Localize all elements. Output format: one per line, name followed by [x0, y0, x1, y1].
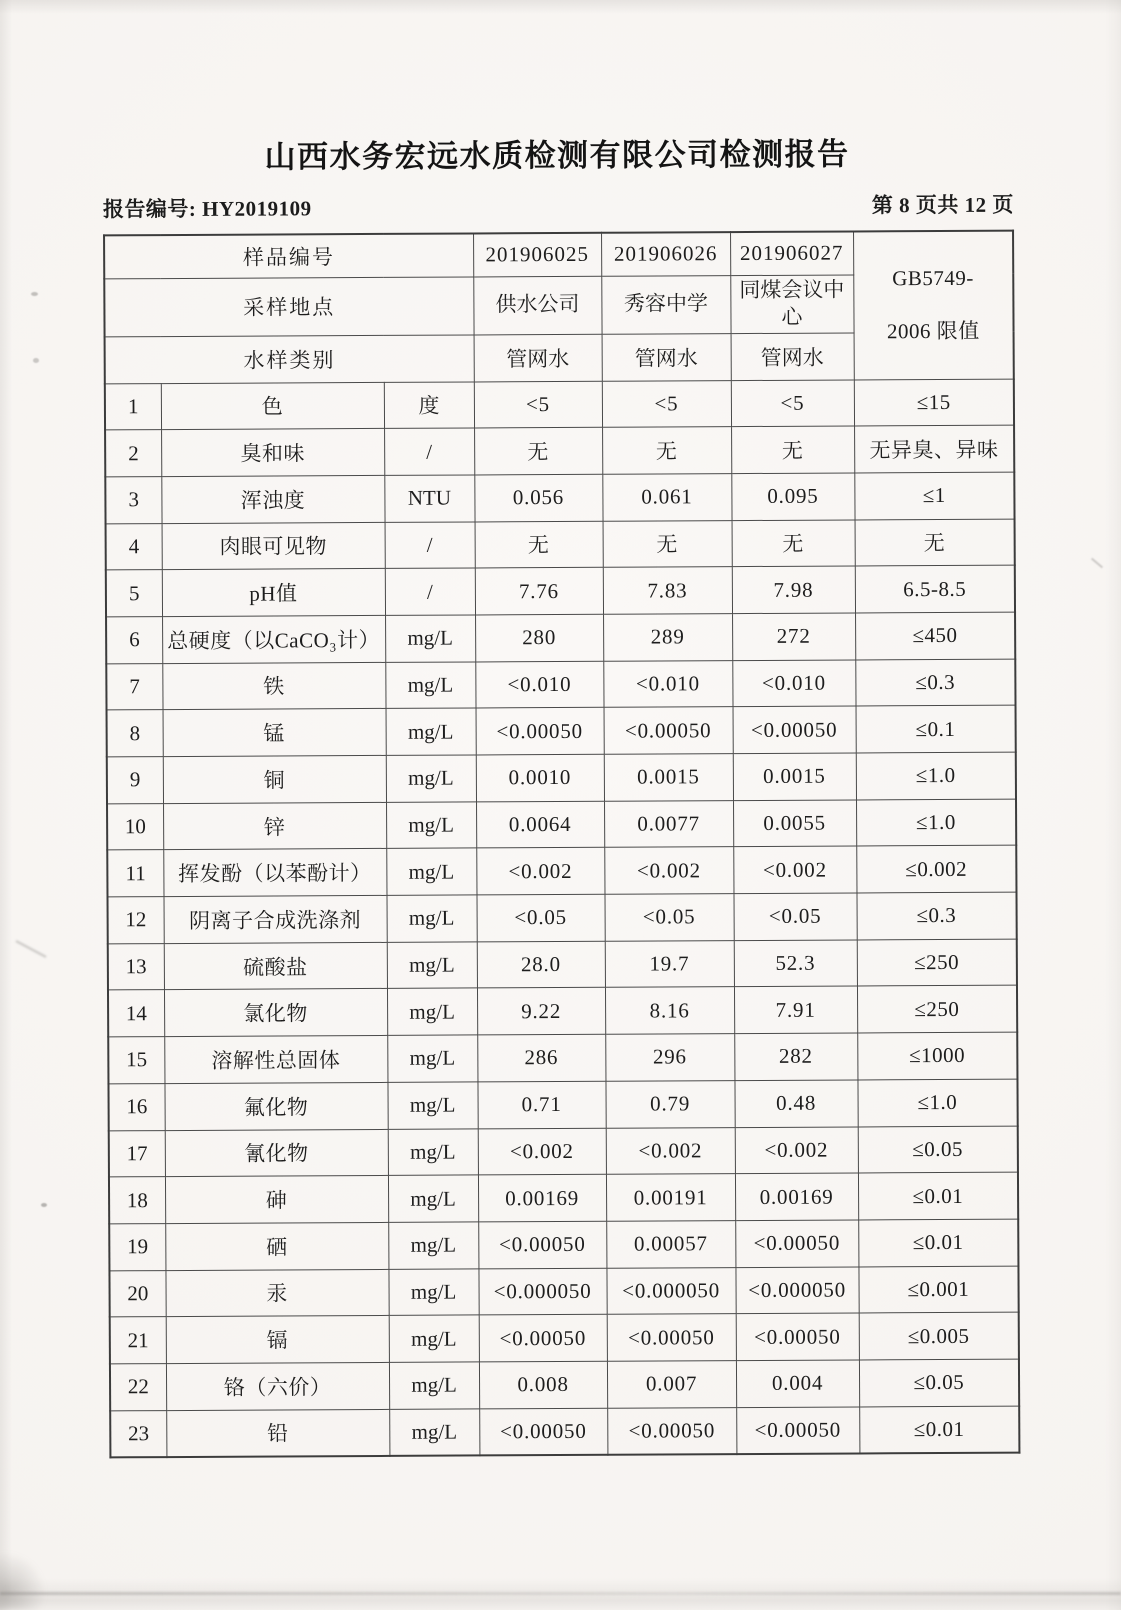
sample-2-value: <0.010 [603, 660, 732, 707]
limit-value: ≤0.002 [856, 845, 1016, 893]
parameter-unit: mg/L [386, 802, 476, 849]
parameter-unit: mg/L [389, 1409, 479, 1456]
parameter-name: 臭和味 [161, 429, 384, 477]
sample-3-value: <0.00050 [736, 1313, 859, 1360]
sample-1-value: <0.05 [477, 894, 605, 941]
parameter-name: 硫酸盐 [164, 942, 387, 990]
parameter-name: 总硬度（以CaCO₃计） [162, 615, 385, 663]
parameter-unit: mg/L [388, 1175, 478, 1222]
results-table-header [104, 231, 1014, 384]
sample-3-value: 0.0015 [733, 753, 856, 800]
sample-3-value: <0.000050 [735, 1267, 858, 1314]
sample-1-value: <0.00050 [479, 1408, 607, 1455]
parameter-name: 锌 [163, 802, 386, 850]
sample-1-value: 0.0064 [476, 801, 604, 848]
parameter-name: 氰化物 [165, 1129, 388, 1177]
sample-1-value: <0.010 [475, 661, 603, 708]
limit-value: ≤1.0 [856, 799, 1016, 847]
sample-2-value: 无 [603, 520, 732, 567]
limit-value: ≤450 [855, 612, 1015, 660]
parameter-unit: mg/L [386, 848, 476, 895]
parameter-name: 浑浊度 [161, 475, 384, 523]
sample-2-value: 296 [605, 1034, 734, 1081]
parameter-name: 色 [161, 382, 384, 430]
sample-3-value: 0.00169 [735, 1173, 858, 1220]
table-row [105, 379, 1014, 430]
parameter-name: 镉 [166, 1316, 389, 1364]
parameter-unit: mg/L [387, 942, 477, 989]
sample-3-value: 7.91 [734, 986, 857, 1033]
parameter-name: 铅 [166, 1409, 389, 1457]
sample-id-label: 样品编号 [104, 233, 473, 278]
sample-3-value: <0.00050 [735, 1220, 858, 1267]
row-number: 12 [108, 897, 164, 944]
table-row [107, 752, 1016, 803]
report-number: 报告编号: HY2019109 [102, 196, 312, 222]
table-row [108, 1032, 1017, 1083]
table-row [106, 659, 1015, 710]
sample-number-2: 201906026 [601, 232, 730, 276]
sample-3-value: 0.0055 [733, 800, 856, 847]
sample-2-value: 289 [603, 614, 732, 661]
sample-2-value: 19.7 [605, 940, 734, 987]
sample-2-value: <0.00050 [604, 707, 733, 754]
parameter-name: 阴离子合成洗涤剂 [164, 895, 387, 943]
sample-1-value: 0.056 [474, 474, 602, 521]
sample-number-3: 201906027 [730, 231, 853, 275]
standard-limit-label: 2006 限值 [886, 318, 980, 344]
sample-2-value: <0.05 [605, 894, 734, 941]
sample-2-value: <0.002 [604, 847, 733, 894]
limit-value: ≤1.0 [856, 752, 1016, 800]
sample-1-value: 286 [477, 1034, 605, 1081]
limit-value: ≤0.01 [859, 1406, 1019, 1454]
parameter-unit: mg/L [388, 1268, 478, 1315]
water-type-1: 管网水 [474, 334, 602, 382]
sample-1-value: 7.76 [475, 568, 603, 615]
water-type-2: 管网水 [602, 333, 731, 381]
parameter-name: 铜 [163, 755, 386, 803]
page-title: 山西水务宏远水质检测有限公司检测报告 [264, 136, 850, 175]
sample-3-value: 282 [734, 1033, 857, 1080]
standard-code: GB5749- [892, 265, 974, 291]
sample-1-value: 无 [474, 427, 602, 474]
table-row [109, 1266, 1018, 1317]
row-number: 15 [108, 1037, 164, 1084]
sample-2-value: 无 [602, 427, 731, 474]
table-row [108, 986, 1017, 1037]
location-3: 同煤会议中心 [730, 274, 853, 333]
table-row [110, 1406, 1019, 1457]
limit-value: ≤0.001 [858, 1266, 1018, 1314]
limit-value: ≤0.1 [856, 705, 1016, 753]
sample-3-value: <0.05 [734, 893, 857, 940]
sample-2-value: 0.0015 [604, 754, 733, 801]
parameter-name: 铬（六价） [166, 1362, 389, 1410]
sample-3-value: 无 [732, 520, 855, 567]
sample-2-value: 0.00191 [606, 1174, 735, 1221]
row-number: 11 [107, 850, 163, 897]
sample-2-value: 0.0077 [604, 800, 733, 847]
table-row [107, 845, 1016, 896]
sample-number-1: 201906025 [473, 233, 601, 277]
sample-2-value: <0.002 [606, 1127, 735, 1174]
table-row [110, 1312, 1019, 1363]
parameter-unit: mg/L [386, 708, 476, 755]
sample-3-value: 0.004 [736, 1360, 859, 1407]
row-number: 17 [109, 1130, 165, 1177]
sample-2-value: <0.000050 [606, 1267, 735, 1314]
row-number: 4 [106, 523, 162, 570]
water-type-label: 水样类别 [105, 334, 474, 383]
sample-1-value: 0.00169 [478, 1174, 606, 1221]
parameter-unit: mg/L [388, 1222, 478, 1269]
sample-3-value: 无 [731, 426, 854, 473]
sample-2-value: 7.83 [603, 567, 732, 614]
row-number: 6 [106, 617, 162, 664]
row-number: 8 [107, 710, 163, 757]
parameter-name: 肉眼可见物 [162, 522, 385, 570]
sample-1-value: 0.0010 [476, 754, 604, 801]
sample-3-value: 0.48 [735, 1080, 858, 1127]
sample-3-value: <0.002 [735, 1126, 858, 1173]
parameter-unit: mg/L [387, 988, 477, 1035]
sample-3-value: 52.3 [734, 940, 857, 987]
parameter-unit: mg/L [388, 1128, 478, 1175]
parameter-name: 挥发酚（以苯酚计） [163, 849, 386, 897]
sample-1-value: 28.0 [477, 941, 605, 988]
water-type-3: 管网水 [731, 332, 854, 380]
parameter-name: 溶解性总固体 [164, 1036, 387, 1084]
row-number: 1 [105, 383, 161, 430]
parameter-name: 硒 [165, 1222, 388, 1270]
limit-value: ≤0.005 [859, 1312, 1019, 1360]
sample-2-value: 0.79 [606, 1080, 735, 1127]
limit-value: ≤15 [854, 379, 1014, 427]
sample-1-value: 280 [475, 614, 603, 661]
sample-1-value: <0.00050 [479, 1315, 607, 1362]
sample-1-value: <0.002 [476, 848, 604, 895]
sample-3-value: <0.00050 [733, 706, 856, 753]
sample-2-value: 0.00057 [606, 1220, 735, 1267]
row-number: 16 [108, 1083, 164, 1130]
sample-1-value: <0.00050 [478, 1221, 606, 1268]
table-row [108, 1079, 1017, 1130]
limit-value: ≤1000 [857, 1032, 1017, 1080]
row-number: 20 [109, 1270, 165, 1317]
parameter-unit: mg/L [387, 1035, 477, 1082]
standard-limit-header [853, 231, 1014, 380]
row-number: 19 [109, 1223, 165, 1270]
sample-1-value: 0.008 [479, 1361, 607, 1408]
table-row [109, 1172, 1018, 1223]
table-row [108, 939, 1017, 990]
table-row [106, 565, 1015, 616]
sample-2-value: <5 [602, 380, 731, 427]
table-row [106, 519, 1015, 570]
limit-value: ≤0.05 [859, 1359, 1019, 1407]
sample-3-value: 7.98 [732, 566, 855, 613]
sample-2-value: 8.16 [605, 987, 734, 1034]
row-number: 5 [106, 570, 162, 617]
row-number: 22 [110, 1364, 166, 1411]
limit-value: ≤1 [854, 472, 1014, 520]
row-number: 2 [105, 430, 161, 477]
parameter-name: 砷 [165, 1176, 388, 1224]
table-row [105, 425, 1014, 476]
parameter-unit: mg/L [386, 755, 476, 802]
results-table [103, 230, 1020, 1459]
table-row [107, 705, 1016, 756]
row-number: 23 [110, 1410, 166, 1457]
row-number: 9 [107, 757, 163, 804]
location-label: 采样地点 [104, 276, 473, 336]
meta-row [103, 189, 1014, 224]
limit-value: ≤250 [857, 939, 1017, 987]
sample-1-value: <5 [474, 381, 602, 428]
sample-1-value: <0.002 [478, 1128, 606, 1175]
row-number: 7 [106, 663, 162, 710]
sample-1-value: <0.00050 [476, 708, 604, 755]
parameter-name: 氟化物 [164, 1082, 387, 1130]
limit-value: ≤1.0 [858, 1079, 1018, 1127]
sample-2-value: <0.00050 [607, 1407, 736, 1454]
sample-3-value: <0.010 [732, 660, 855, 707]
parameter-unit: mg/L [386, 895, 476, 942]
row-number: 10 [107, 803, 163, 850]
limit-value: ≤0.3 [855, 659, 1015, 707]
parameter-unit: 度 [384, 381, 474, 428]
parameter-unit: mg/L [385, 615, 475, 662]
header-row-sample-id [104, 231, 1013, 279]
parameter-unit: mg/L [389, 1315, 479, 1362]
location-2: 秀容中学 [601, 275, 730, 334]
limit-value: 无异臭、异味 [854, 425, 1014, 473]
sample-3-value: 0.095 [731, 473, 854, 520]
results-table-body [105, 379, 1020, 1458]
table-row [105, 472, 1014, 523]
sample-3-value: <0.002 [733, 846, 856, 893]
limit-value: ≤0.01 [858, 1219, 1018, 1267]
table-row [109, 1219, 1018, 1270]
parameter-name: 铁 [162, 662, 385, 710]
limit-value: ≤0.05 [858, 1126, 1018, 1174]
sample-3-value: <0.00050 [736, 1407, 859, 1454]
row-number: 14 [108, 990, 164, 1037]
parameter-name: 汞 [165, 1269, 388, 1317]
limit-value: 6.5-8.5 [855, 565, 1015, 613]
sample-2-value: <0.00050 [607, 1314, 736, 1361]
limit-value: ≤0.3 [857, 892, 1017, 940]
location-1: 供水公司 [473, 276, 601, 335]
sample-1-value: 0.71 [478, 1081, 606, 1128]
limit-value: ≤250 [857, 986, 1017, 1034]
parameter-unit: mg/L [387, 1082, 477, 1129]
table-row [110, 1359, 1019, 1410]
parameter-unit: / [385, 568, 475, 615]
table-row [107, 799, 1016, 850]
parameter-name: 氯化物 [164, 989, 387, 1037]
row-number: 18 [109, 1177, 165, 1224]
sample-3-value: 272 [732, 613, 855, 660]
parameter-unit: mg/L [389, 1362, 479, 1409]
limit-value: 无 [855, 519, 1015, 567]
parameter-name: 锰 [163, 709, 386, 757]
parameter-unit: NTU [384, 475, 474, 522]
sample-2-value: 0.007 [607, 1361, 736, 1408]
parameter-unit: / [384, 428, 474, 475]
sample-1-value: 无 [475, 521, 603, 568]
table-row [109, 1126, 1018, 1177]
page-indicator: 第 8 页共 12 页 [871, 192, 1014, 218]
sample-2-value: 0.061 [602, 473, 731, 520]
table-row [106, 612, 1015, 663]
parameter-unit: mg/L [385, 662, 475, 709]
row-number: 13 [108, 943, 164, 990]
sample-1-value: 9.22 [477, 988, 605, 1035]
limit-value: ≤0.01 [858, 1172, 1018, 1220]
parameter-name: pH值 [162, 569, 385, 617]
row-number: 21 [110, 1317, 166, 1364]
table-row [108, 892, 1017, 943]
sample-3-value: <5 [731, 379, 854, 426]
parameter-unit: / [385, 522, 475, 569]
row-number: 3 [105, 476, 161, 523]
sample-1-value: <0.000050 [478, 1268, 606, 1315]
